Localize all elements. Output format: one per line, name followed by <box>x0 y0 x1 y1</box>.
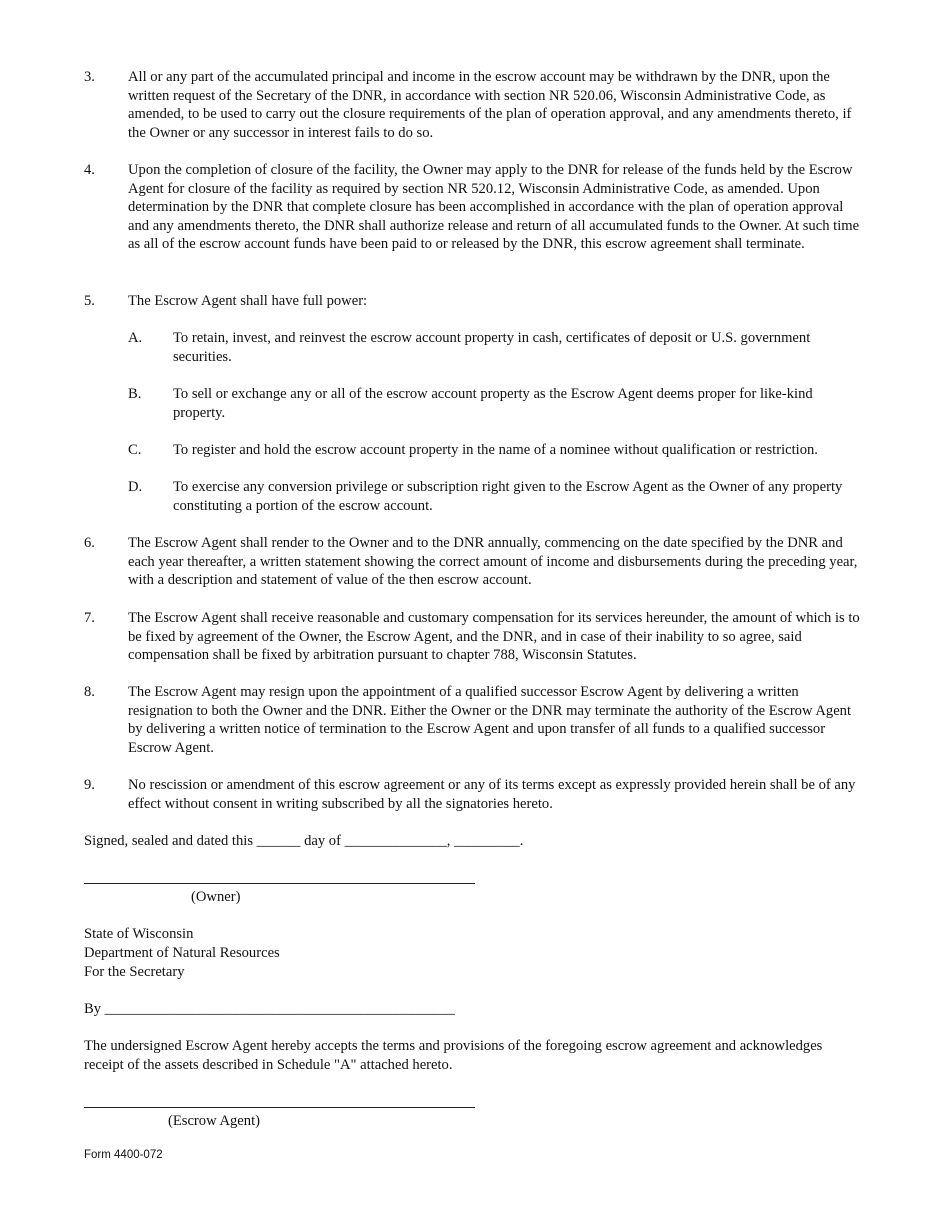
section-5 <box>84 292 867 311</box>
section-text: The Escrow Agent shall render to the Owner and to the DNR annually, commencing on the date specified by the DNR and each year thereafter, a written statement showing the correct amount of income and disbursements during the preceding year, with a description and statement of value of the then escrow account. <box>128 535 858 589</box>
for-secretary: For the Secretary <box>84 964 185 980</box>
section-text: All or any part of the accumulated principal and income in the escrow account may be withdrawn by the DNR, upon the written request of the Secretary of the DNR, in accordance with section NR 520.06, Wisconsin Administrative Code, as amended, to be used to carry out the closure requirements of the plan of operation approval, and any amendments thereto, if the Owner or any successor in interest fails to do so. <box>128 69 852 141</box>
section-number: 5. <box>84 293 95 309</box>
by-signature-line[interactable]: By ________________________________________________ <box>84 1001 455 1017</box>
acceptance-paragraph: The undersigned Escrow Agent hereby accepts the terms and provisions of the foregoing escrow agreement and acknowledges receipt of the assets described in Schedule "A" attached hereto. <box>84 1038 823 1073</box>
form-number: Form 4400-072 <box>84 1149 163 1161</box>
power-text: To sell or exchange any or all of the escrow account property as the Escrow Agent deems proper for like-kind property. <box>173 386 813 421</box>
section-8 <box>84 683 867 757</box>
section-number: 6. <box>84 535 95 551</box>
section-number: 8. <box>84 684 95 700</box>
power-letter: C. <box>128 442 142 458</box>
section-number: 7. <box>84 610 95 626</box>
section-text: Upon the completion of closure of the facility, the Owner may apply to the DNR for release of the funds held by the Escrow Agent for closure of the facility as required by section NR 520.12, Wisconsin Administrative Code, as amended. Upon determination by the DNR that complete closure has been accomplished in accordance with the plan of operation approval and any amendments thereto, the DNR shall authorize release and return of all accumulated funds to the Owner. At such time as all of the escrow account funds have been paid to or released by the DNR, this escrow agreement shall terminate. <box>128 162 860 253</box>
escrow-agent-label: (Escrow Agent) <box>168 1113 260 1129</box>
power-text: To exercise any conversion privilege or subscription right given to the Escrow Agent as the Owner of any property constituting a portion of the escrow account. <box>173 479 843 514</box>
section-text: The Escrow Agent may resign upon the appointment of a qualified successor Escrow Agent by delivering a written resignation to both the Owner and the DNR. Either the Owner or the DNR may terminate the authority of the Escrow Agent by delivering a written notice of termination to the Escrow Agent and upon transfer of all funds to a qualified successor Escrow Agent. <box>128 684 852 756</box>
owner-signature-line[interactable] <box>84 883 475 884</box>
owner-label: (Owner) <box>191 889 241 905</box>
power-text: To register and hold the escrow account property in the name of a nominee without qualification or restriction. <box>173 442 818 458</box>
power-c <box>128 441 868 460</box>
section-text: The Escrow Agent shall have full power: <box>128 293 368 309</box>
power-b <box>128 385 868 422</box>
section-text: The Escrow Agent shall receive reasonable and customary compensation for its services hereunder, the amount of which is to be fixed by agreement of the Owner, the Escrow Agent, and the DNR, and in case of their inability to so agree, said compensation shall be fixed by arbitration pursuant to chapter 788, Wisconsin Statutes. <box>128 610 860 664</box>
power-a <box>128 329 868 366</box>
section-number: 3. <box>84 69 95 85</box>
section-7 <box>84 609 867 665</box>
section-9 <box>84 776 867 813</box>
section-6 <box>84 534 867 590</box>
section-number: 4. <box>84 162 95 178</box>
section-3 <box>84 68 867 142</box>
power-d <box>128 478 868 515</box>
department-name: Department of Natural Resources <box>84 945 280 961</box>
state-name: State of Wisconsin <box>84 926 194 942</box>
power-letter: D. <box>128 479 143 495</box>
section-4 <box>84 161 867 254</box>
power-letter: B. <box>128 386 142 402</box>
power-letter: A. <box>128 330 143 346</box>
section-text: No rescission or amendment of this escrow agreement or any of its terms except as expressly provided herein shall be of any effect without consent in writing subscribed by all the signatories hereto. <box>128 777 856 812</box>
escrow-agent-signature-line[interactable] <box>84 1107 475 1108</box>
section-number: 9. <box>84 777 95 793</box>
power-text: To retain, invest, and reinvest the escrow account property in cash, certificates of deposit or U.S. government securities. <box>173 330 811 365</box>
signed-date-line: Signed, sealed and dated this ______ day of ______________, _________. <box>84 833 524 849</box>
